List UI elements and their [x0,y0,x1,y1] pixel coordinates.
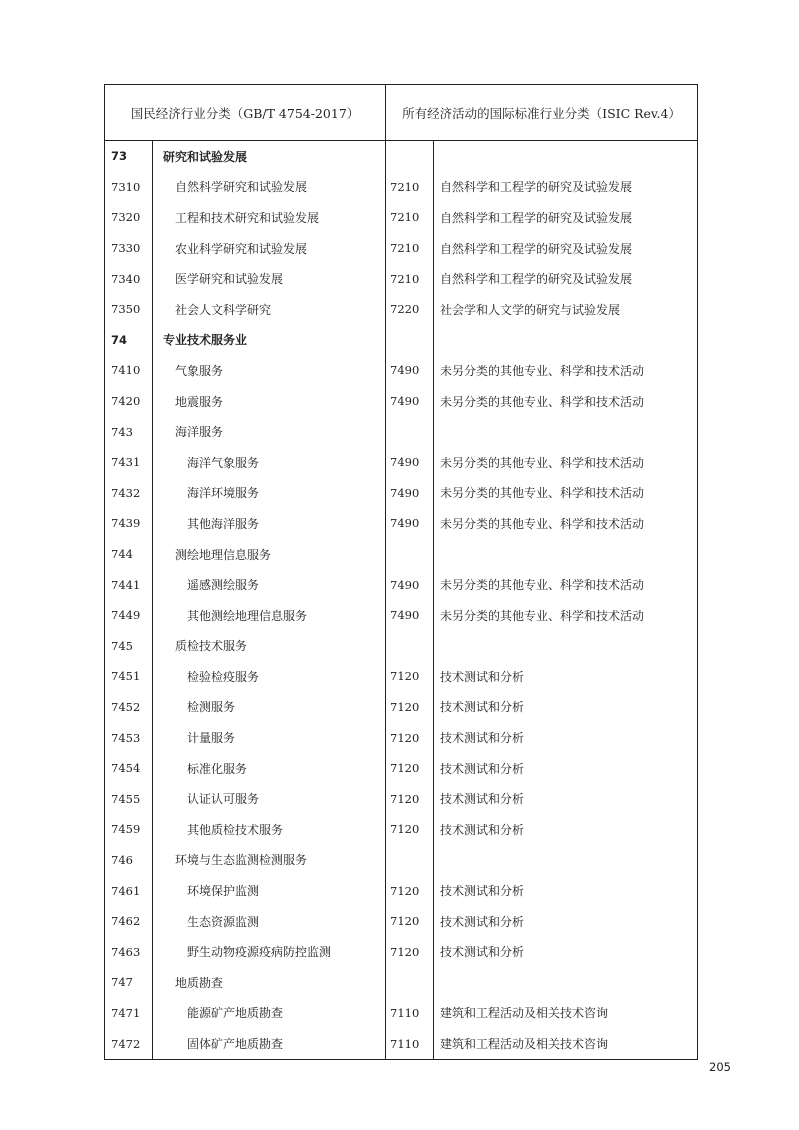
isic-name-cell: 技术测试和分析 [440,669,525,684]
table-row [105,325,698,356]
isic-name-cell: 技术测试和分析 [440,884,525,899]
isic-code-cell: 7210 [386,202,434,233]
gb-name-cell: 检测服务 [153,692,386,723]
gb-code-cell: 74 [105,325,153,356]
gb-name-cell: 生态资源监测 [153,906,386,937]
gb-name-cell: 标准化服务 [153,753,386,784]
isic-code-cell: 7110 [386,1028,434,1059]
isic-code-cell [386,141,434,172]
table-row [105,447,698,478]
isic-code-cell [386,631,434,662]
table-row [105,478,698,509]
isic-code-cell [386,325,434,356]
isic-code-cell: 7490 [386,569,434,600]
table-row [105,661,698,692]
table-row [105,508,698,539]
gb-name-cell: 其他海洋服务 [153,508,386,539]
isic-code-cell: 7120 [386,783,434,814]
isic-name-cell: 未另分类的其他专业、科学和技术活动 [440,394,645,409]
header-gb-classification: 国民经济行业分类（GB/T 4754-2017） [105,85,386,141]
isic-code-cell: 7120 [386,875,434,906]
gb-code-cell: 7471 [105,998,153,1029]
gb-name-cell: 自然科学研究和试验发展 [153,172,386,203]
isic-name-cell: 未另分类的其他专业、科学和技术活动 [440,455,645,470]
isic-code-cell: 7490 [386,478,434,509]
gb-code-cell: 7340 [105,263,153,294]
gb-name-cell: 环境与生态监测检测服务 [153,845,386,876]
isic-name-cell: 自然科学和工程学的研究及试验发展 [440,272,633,287]
table-row [105,416,698,447]
gb-name-cell: 海洋服务 [153,416,386,447]
table-row [105,202,698,233]
isic-code-cell: 7120 [386,722,434,753]
gb-code-cell: 7455 [105,783,153,814]
table-row [105,263,698,294]
page-number: 205 [709,1060,731,1074]
isic-code-cell: 7490 [386,600,434,631]
isic-name-cell [434,631,698,662]
gb-name-cell: 研究和试验发展 [153,141,386,172]
gb-name-cell: 气象服务 [153,355,386,386]
header-isic-classification: 所有经济活动的国际标准行业分类（ISIC Rev.4） [386,85,698,141]
gb-code-cell: 7453 [105,722,153,753]
gb-name-cell: 遥感测绘服务 [153,569,386,600]
gb-code-cell: 73 [105,141,153,172]
isic-code-cell: 7120 [386,814,434,845]
isic-name-cell [434,539,698,570]
gb-code-cell: 7472 [105,1028,153,1059]
table-row [105,753,698,784]
gb-name-cell: 环境保护监测 [153,875,386,906]
isic-name-cell: 自然科学和工程学的研究及试验发展 [440,180,633,195]
isic-code-cell [386,845,434,876]
gb-name-cell: 能源矿产地质勘查 [153,998,386,1029]
gb-code-cell: 7454 [105,753,153,784]
table-row [105,783,698,814]
gb-name-cell: 计量服务 [153,722,386,753]
isic-code-cell: 7120 [386,936,434,967]
isic-code-cell: 7490 [386,447,434,478]
gb-name-cell: 认证认可服务 [153,783,386,814]
gb-name-cell: 专业技术服务业 [153,325,386,356]
isic-name-cell: 技术测试和分析 [440,822,525,837]
isic-code-cell [386,539,434,570]
table-row [105,998,698,1029]
gb-code-cell: 7461 [105,875,153,906]
table-row [105,569,698,600]
gb-code-cell: 743 [105,416,153,447]
gb-code-cell: 7449 [105,600,153,631]
table-header [105,85,698,141]
isic-code-cell: 7210 [386,263,434,294]
isic-name-cell: 未另分类的其他专业、科学和技术活动 [440,363,645,378]
table-row [105,294,698,325]
gb-name-cell: 质检技术服务 [153,631,386,662]
gb-name-cell: 检验检疫服务 [153,661,386,692]
gb-code-cell: 7320 [105,202,153,233]
isic-code-cell: 7220 [386,294,434,325]
isic-code-cell: 7490 [386,355,434,386]
isic-name-cell [434,325,698,356]
gb-name-cell: 工程和技术研究和试验发展 [153,202,386,233]
isic-name-cell: 未另分类的其他专业、科学和技术活动 [440,516,645,531]
isic-code-cell: 7490 [386,508,434,539]
table-row [105,172,698,203]
gb-code-cell: 7330 [105,233,153,264]
isic-name-cell: 未另分类的其他专业、科学和技术活动 [440,608,645,623]
gb-name-cell: 地震服务 [153,386,386,417]
gb-code-cell: 7410 [105,355,153,386]
gb-name-cell: 其他质检技术服务 [153,814,386,845]
isic-code-cell: 7120 [386,906,434,937]
table-row [105,386,698,417]
isic-code-cell: 7490 [386,386,434,417]
isic-name-cell: 未另分类的其他专业、科学和技术活动 [440,578,645,593]
gb-code-cell: 7431 [105,447,153,478]
gb-code-cell: 7459 [105,814,153,845]
gb-name-cell: 其他测绘地理信息服务 [153,600,386,631]
isic-name-cell: 技术测试和分析 [440,792,525,807]
table-row [105,631,698,662]
table-row [105,600,698,631]
table-row [105,233,698,264]
classification-table [104,84,698,1060]
isic-code-cell [386,416,434,447]
gb-code-cell: 747 [105,967,153,998]
isic-name-cell [434,967,698,998]
isic-code-cell: 7210 [386,172,434,203]
gb-code-cell: 7439 [105,508,153,539]
gb-name-cell: 社会人文科学研究 [153,294,386,325]
isic-name-cell: 社会学和人文学的研究与试验发展 [440,302,621,317]
isic-code-cell: 7210 [386,233,434,264]
isic-name-cell: 自然科学和工程学的研究及试验发展 [440,210,633,225]
table-row [105,875,698,906]
gb-name-cell: 固体矿产地质勘查 [153,1028,386,1059]
isic-code-cell: 7110 [386,998,434,1029]
isic-name-cell: 建筑和工程活动及相关技术咨询 [440,1006,609,1021]
gb-code-cell: 7420 [105,386,153,417]
table-row [105,722,698,753]
gb-code-cell: 7462 [105,906,153,937]
table-row [105,539,698,570]
table-row [105,1028,698,1059]
isic-name-cell: 未另分类的其他专业、科学和技术活动 [440,486,645,501]
table-row [105,967,698,998]
isic-code-cell [386,967,434,998]
isic-name-cell: 技术测试和分析 [440,761,525,776]
gb-code-cell: 745 [105,631,153,662]
table-row [105,906,698,937]
gb-code-cell: 7463 [105,936,153,967]
isic-name-cell: 技术测试和分析 [440,731,525,746]
gb-code-cell: 7451 [105,661,153,692]
gb-code-cell: 7441 [105,569,153,600]
gb-name-cell: 海洋气象服务 [153,447,386,478]
isic-code-cell: 7120 [386,753,434,784]
isic-name-cell: 技术测试和分析 [440,914,525,929]
gb-name-cell: 地质勘查 [153,967,386,998]
gb-code-cell: 744 [105,539,153,570]
table-row [105,141,698,172]
isic-name-cell: 建筑和工程活动及相关技术咨询 [440,1037,609,1052]
table-row [105,845,698,876]
gb-name-cell: 农业科学研究和试验发展 [153,233,386,264]
gb-name-cell: 测绘地理信息服务 [153,539,386,570]
table-row [105,814,698,845]
gb-code-cell: 7310 [105,172,153,203]
table-row [105,936,698,967]
gb-code-cell: 7350 [105,294,153,325]
isic-name-cell: 技术测试和分析 [440,945,525,960]
gb-code-cell: 746 [105,845,153,876]
table-body [105,141,698,1060]
gb-code-cell: 7432 [105,478,153,509]
table-row [105,692,698,723]
isic-name-cell: 自然科学和工程学的研究及试验发展 [440,241,633,256]
isic-code-cell: 7120 [386,661,434,692]
gb-name-cell: 海洋环境服务 [153,478,386,509]
isic-name-cell [434,416,698,447]
isic-name-cell [434,845,698,876]
gb-name-cell: 野生动物疫源疫病防控监测 [153,936,386,967]
isic-name-cell [434,141,698,172]
gb-code-cell: 7452 [105,692,153,723]
isic-code-cell: 7120 [386,692,434,723]
table-row [105,355,698,386]
isic-name-cell: 技术测试和分析 [440,700,525,715]
gb-name-cell: 医学研究和试验发展 [153,263,386,294]
